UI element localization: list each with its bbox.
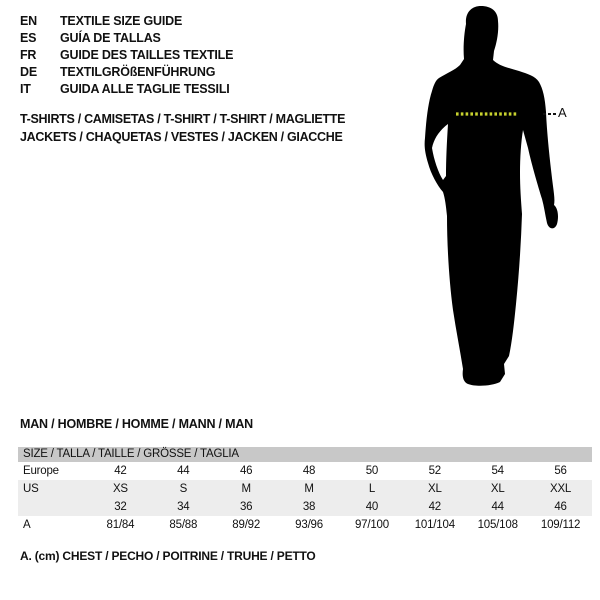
section-title-man: MAN / HOMBRE / HOMME / MANN / MAN	[20, 417, 253, 431]
table-cell: 42	[114, 465, 127, 477]
list-item	[20, 47, 233, 64]
language-code: EN	[20, 14, 37, 28]
table-cell: XXL	[549, 483, 572, 495]
table-cell: 54	[491, 465, 504, 477]
table-cell: 42	[428, 501, 442, 513]
table-cell: L	[368, 483, 376, 495]
table-cell: M	[241, 483, 251, 495]
table-row-chest-cm	[18, 516, 592, 534]
list-item	[20, 64, 233, 81]
table-row-europe	[18, 462, 592, 480]
man-silhouette-path	[425, 6, 558, 386]
table-cell: 46	[239, 465, 253, 477]
table-cell: 36	[239, 501, 253, 513]
table-cell: 48	[302, 465, 316, 477]
table-cell: 46	[554, 501, 567, 513]
table-cell: 32	[114, 501, 127, 513]
table-cell: 44	[177, 465, 190, 477]
category-jackets: JACKETS / CHAQUETAS / VESTES / JACKEN / GIACCHE	[20, 130, 343, 144]
table-cell: 85/88	[169, 519, 198, 531]
table-cell: 97/100	[354, 519, 389, 531]
language-label: TEXTILE SIZE GUIDE	[60, 14, 183, 28]
language-label: GUÍA DE TALLAS	[60, 31, 161, 45]
row-label: US	[23, 483, 39, 495]
man-silhouette	[410, 0, 585, 400]
table-cell: 44	[491, 501, 504, 513]
table-cell: 93/96	[295, 519, 323, 531]
table-cell: M	[304, 483, 314, 495]
table-cell: 50	[365, 465, 379, 477]
list-item	[20, 30, 233, 47]
table-cell: 81/84	[106, 519, 135, 531]
language-code: DE	[20, 65, 37, 79]
list-item	[20, 81, 233, 98]
table-cell: 101/104	[414, 519, 455, 531]
language-label: GUIDA ALLE TAGLIE TESSILI	[60, 82, 230, 96]
language-code: FR	[20, 48, 37, 62]
table-cell: S	[179, 483, 188, 495]
table-cell: XS	[112, 483, 128, 495]
row-label	[18, 498, 89, 516]
language-code: ES	[20, 31, 37, 45]
table-cell: 38	[302, 501, 316, 513]
table-cell: 34	[177, 501, 190, 513]
language-list	[20, 13, 233, 98]
measurement-footnote: A. (cm) CHEST / PECHO / POITRINE / TRUHE / PETTO	[20, 549, 316, 563]
size-table	[18, 447, 592, 534]
man-figure	[410, 0, 585, 400]
table-row-numeric	[18, 498, 592, 516]
language-code: IT	[20, 82, 31, 96]
measurement-label-a: A	[558, 105, 567, 120]
table-row-us	[18, 480, 592, 498]
table-cell: 56	[554, 465, 567, 477]
table-cell: 52	[428, 465, 442, 477]
row-label: A	[23, 519, 31, 531]
table-cell: 89/92	[232, 519, 261, 531]
table-cell: 40	[365, 501, 379, 513]
category-lines	[20, 110, 345, 146]
table-header: SIZE / TALLA / TAILLE / GRÖSSE / TAGLIA	[18, 447, 592, 462]
language-label: GUIDE DES TAILLES TEXTILE	[60, 48, 234, 62]
language-label: TEXTILGRÖßENFÜHRUNG	[60, 65, 216, 79]
list-item	[20, 13, 233, 30]
table-cell: XL	[490, 483, 505, 495]
table-cell: 109/112	[540, 519, 581, 531]
table-cell: XL	[427, 483, 442, 495]
table-cell: 105/108	[477, 519, 518, 531]
row-label: Europe	[23, 465, 59, 477]
category-tshirts: T-SHIRTS / CAMISETAS / T-SHIRT / T-SHIRT / MAGLIETTE	[20, 112, 346, 126]
